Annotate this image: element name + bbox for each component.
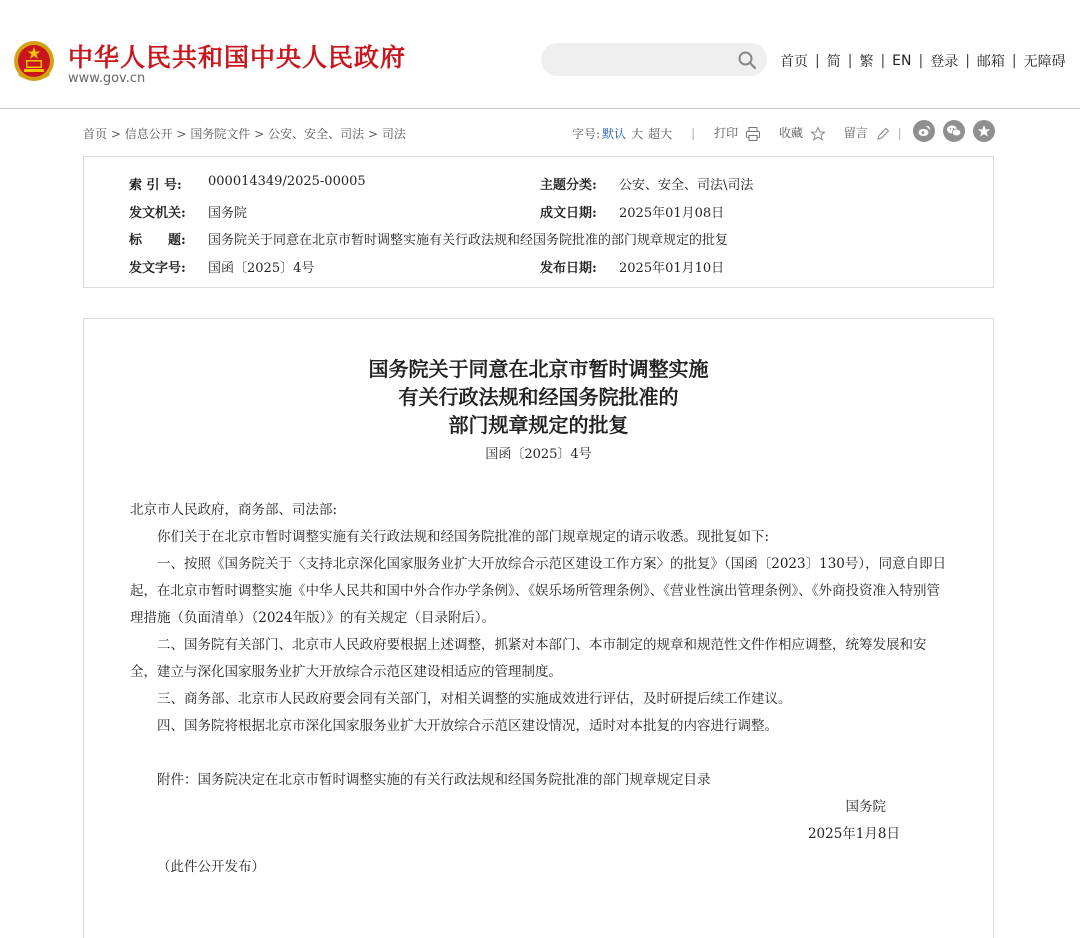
- issuer-label: 发文机关:: [129, 206, 186, 221]
- site-domain: www.gov.cn: [68, 71, 146, 86]
- document-title-line: 有关行政法规和经国务院批准的: [398, 385, 679, 409]
- topic-label: 主题分类:: [540, 178, 597, 193]
- body-paragraph: 三、商务部、北京市人民政府要会同有关部门，对相关调整的实施成效进行评估，及时研提后续工作建议。: [157, 691, 792, 707]
- breadcrumb-security-justice[interactable]: 公安、安全、司法: [268, 127, 365, 141]
- qzone-icon: [977, 124, 991, 138]
- meta-row: [84, 257, 993, 277]
- signer: 国务院: [845, 799, 886, 815]
- font-size-default[interactable]: 默认: [602, 126, 627, 141]
- document-title-line: 部门规章规定的批复: [448, 413, 629, 437]
- issuer-value: 国务院: [208, 206, 248, 221]
- meta-row: [84, 174, 993, 194]
- nav-simplified[interactable]: 简: [826, 54, 841, 70]
- breadcrumb-home[interactable]: 首页: [83, 127, 108, 141]
- wechat-icon: [946, 124, 962, 138]
- topic-value: 公安、安全、司法\司法: [619, 178, 754, 193]
- pencil-icon: [875, 126, 891, 142]
- search-box: [541, 43, 767, 76]
- meta-row: [84, 229, 993, 249]
- nav-accessibility[interactable]: 无障碍: [1023, 54, 1066, 70]
- comment-button[interactable]: [844, 124, 891, 142]
- created-date-value: 2025年01月08日: [619, 206, 725, 221]
- breadcrumb-separator: >: [107, 127, 125, 141]
- nav-separator: |: [1011, 53, 1017, 69]
- qzone-share-button[interactable]: [973, 120, 995, 142]
- sign-date: 2025年1月8日: [807, 826, 900, 842]
- breadcrumb-separator: >: [364, 127, 382, 141]
- font-size-xlarge[interactable]: 超大: [648, 126, 673, 141]
- attachment-link[interactable]: 附件：国务院决定在北京市暂时调整实施的有关行政法规和经国务院批准的部门规章规定目录: [157, 772, 711, 788]
- document-meta-box: [83, 156, 994, 288]
- breadcrumb: [83, 125, 406, 142]
- document-body: [130, 497, 950, 881]
- search-input[interactable]: [555, 49, 729, 73]
- search-icon[interactable]: [737, 50, 757, 70]
- created-date-label: 成文日期:: [540, 206, 597, 221]
- site-title[interactable]: 中华人民共和国中央人民政府: [68, 43, 407, 72]
- top-nav: [780, 50, 1066, 72]
- title-value: 国务院关于同意在北京市暂时调整实施有关行政法规和经国务院批准的部门规章规定的批复: [208, 233, 729, 248]
- weibo-icon: [917, 124, 931, 138]
- nav-separator: |: [918, 53, 924, 69]
- doc-number-value: 国函〔2025〕4号: [208, 261, 315, 276]
- print-button[interactable]: [714, 124, 761, 142]
- nav-login[interactable]: 登录: [930, 54, 959, 70]
- national-emblem-icon[interactable]: [13, 38, 55, 84]
- document-title-line: 国务院关于同意在北京市暂时调整实施: [368, 357, 709, 381]
- published-date-label: 发布日期:: [540, 261, 597, 276]
- breadcrumb-separator: >: [172, 127, 191, 141]
- breadcrumb-justice[interactable]: 司法: [381, 127, 406, 141]
- nav-home[interactable]: 首页: [780, 54, 808, 70]
- body-paragraph: 二、国务院有关部门、北京市人民政府要根据上述调整，抓紧对本部门、本市制定的规章和规范性文件作相应调整，统筹发展和安全，建立与深化国家服务业扩大开放综合示范区建设相适应的管理制度。: [130, 637, 927, 680]
- body-paragraph: 一、按照《国务院关于〈支持北京深化国家服务业扩大开放综合示范区建设工作方案〉的批复》（国函〔2023〕130号），同意自即日起，在北京市暂时调整实施《中华人民共和国中外合作办学条例》、《娱乐场所管理条例》、《营业性演出管理条例》、《外商投资准入特别管理措施（负面清单）（2024年版）》的有关规定（目录附后）。: [130, 556, 947, 626]
- body-paragraph: 四、国务院将根据北京市深化国家服务业扩大开放综合示范区建设情况，适时对本批复的内容进行调整。: [157, 718, 778, 734]
- breadcrumb-separator: >: [250, 127, 269, 141]
- breadcrumb-info-public[interactable]: 信息公开: [124, 127, 173, 141]
- print-icon: [745, 126, 761, 142]
- comment-label: 留言: [843, 126, 868, 141]
- favorite-label: 收藏: [778, 126, 803, 141]
- weibo-share-button[interactable]: [913, 120, 935, 142]
- nav-traditional[interactable]: 繁: [859, 54, 874, 70]
- meta-row: [84, 202, 993, 222]
- index-label: 索 引 号:: [129, 178, 182, 193]
- print-label: 打印: [714, 126, 739, 141]
- index-value: 000014349/2025-00005: [208, 174, 366, 189]
- doc-number-label: 发文字号:: [129, 261, 186, 276]
- document-content: [83, 318, 994, 938]
- favorite-button[interactable]: [779, 124, 826, 142]
- tools-separator: |: [897, 126, 902, 140]
- nav-separator: |: [880, 53, 886, 69]
- nav-separator: |: [847, 53, 853, 69]
- font-size-label: 字号:: [572, 126, 601, 141]
- document-title: [84, 355, 993, 439]
- star-icon: [810, 126, 826, 142]
- published-date-value: 2025年01月10日: [619, 261, 725, 276]
- nav-separator: |: [815, 53, 820, 69]
- share-buttons: [913, 120, 995, 142]
- body-paragraph: 你们关于在北京市暂时调整实施有关行政法规和经国务院批准的部门规章规定的请示收悉。现批复如下:: [157, 529, 770, 545]
- font-size-large[interactable]: 大: [631, 126, 644, 141]
- page-tools: [572, 121, 909, 145]
- site-header: [0, 0, 1080, 109]
- document-number: 国函〔2025〕4号: [485, 447, 592, 462]
- addressee: 北京市人民政府，商务部、司法部:: [130, 502, 338, 518]
- toolbar: [0, 120, 1080, 146]
- title-label: 标 题:: [129, 233, 186, 248]
- nav-separator: |: [965, 53, 970, 69]
- breadcrumb-state-council-docs[interactable]: 国务院文件: [190, 127, 251, 141]
- wechat-share-button[interactable]: [943, 120, 965, 142]
- nav-english[interactable]: EN: [892, 53, 912, 69]
- tools-separator: |: [691, 126, 696, 140]
- public-note: （此件公开发布）: [157, 859, 265, 875]
- nav-mail[interactable]: 邮箱: [976, 54, 1005, 70]
